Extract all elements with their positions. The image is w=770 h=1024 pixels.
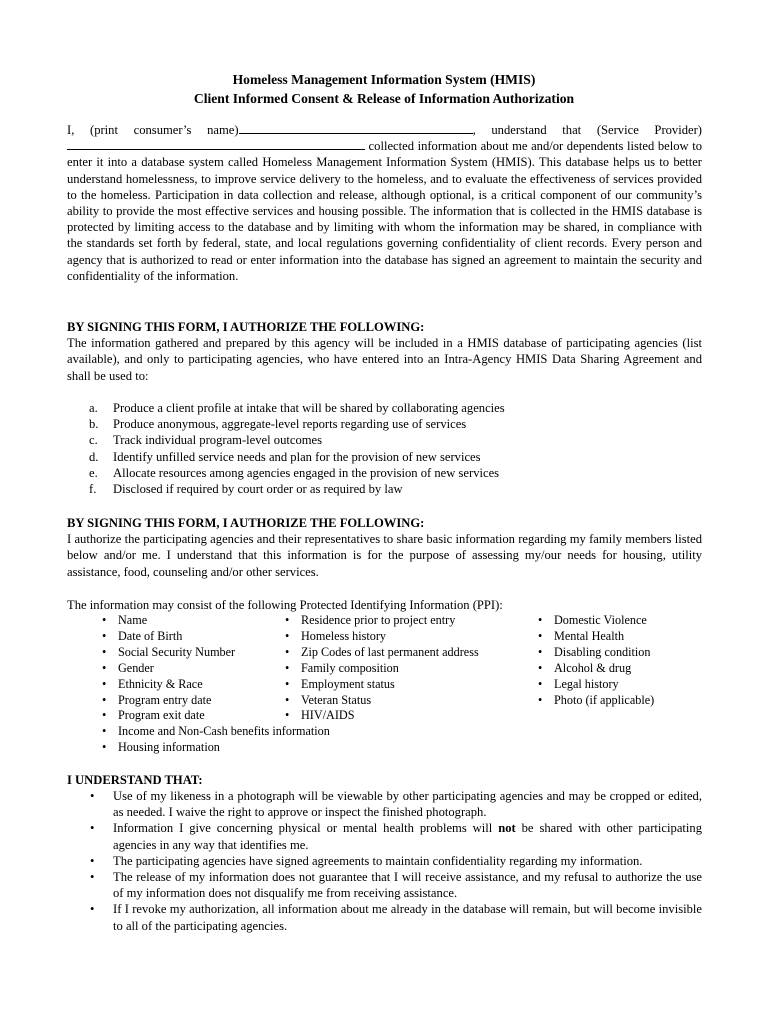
intro-part-1: I, (print consumer’s name) <box>67 123 239 137</box>
ppi-item: • Alcohol & drug <box>538 661 654 677</box>
title-line-1: Homeless Management Information System (HMIS) <box>232 72 536 87</box>
list-item <box>67 465 667 481</box>
usage-list <box>67 400 667 497</box>
list-marker: b. <box>89 417 99 432</box>
consumer-name-field[interactable] <box>239 123 473 134</box>
list-item-text: Allocate resources among agencies engaged in the provision of new services <box>113 465 500 480</box>
authorize-section-2 <box>67 515 702 580</box>
form-title <box>66 70 702 108</box>
ppi-item: • Photo (if applicable) <box>538 693 654 709</box>
list-item-text: Produce anonymous, aggregate-level reports regarding use of services <box>113 417 467 432</box>
ppi-item: • Income and Non-Cash benefits information <box>102 724 330 740</box>
list-item <box>67 481 667 497</box>
ppi-item: • Housing information <box>102 740 330 756</box>
title-line-2: Client Informed Consent & Release of Information Authorization <box>193 91 575 106</box>
item-2-emphasis: not <box>498 821 516 836</box>
authorize-section-1 <box>67 319 702 384</box>
list-item: • The participating agencies have signed agreements to maintain confidentiality regarding my information. <box>90 853 702 869</box>
ppi-item: • Date of Birth <box>102 629 330 645</box>
list-item-text: Produce a client profile at intake that will be shared by collaborating agencies <box>113 401 505 415</box>
ppi-item: • Mental Health <box>538 629 654 645</box>
ppi-item: • Veteran Status <box>285 693 479 709</box>
list-marker: c. <box>89 433 98 448</box>
list-item-text: Disclosed if required by court order or as required by law <box>113 482 403 497</box>
list-item <box>67 416 667 432</box>
section-1-body: The information gathered and prepared by this agency will be included in a HMIS database of participating agencies (list available), and only to participating agencies, who have entered into an Intra-Agency HMIS Data Sharing Agreement and shall be used to: <box>67 336 702 383</box>
ppi-item: • Family composition <box>285 661 479 677</box>
list-item <box>67 400 667 416</box>
list-item-text: Track individual program-level outcomes <box>113 433 323 448</box>
ppi-item: • HIV/AIDS <box>285 708 479 724</box>
section-1-heading: BY SIGNING THIS FORM, I AUTHORIZE THE FOLLOWING: <box>67 320 425 334</box>
list-item <box>67 449 667 465</box>
ppi-item: • Legal history <box>538 677 654 693</box>
ppi-item: • Social Security Number <box>102 645 330 661</box>
list-item-text: Identify unfilled service needs and plan for the provision of new services <box>113 449 481 464</box>
ppi-column-2 <box>285 613 479 724</box>
ppi-item: • Disabling condition <box>538 645 654 661</box>
ppi-column-3 <box>538 613 654 708</box>
list-item: • The release of my information does not guarantee that I will receive assistance, and my refusal to authorize the use of my information does not disqualify me from receiving assistance. <box>90 869 702 901</box>
item-2-pre: Information I give concerning physical or mental health problems will <box>113 821 499 836</box>
ppi-item: • Gender <box>102 661 330 677</box>
ppi-item: • Program exit date <box>102 708 330 724</box>
item-2-post: be shared with other participating agencies in any way that identifies me. <box>113 821 702 852</box>
understand-list <box>90 788 702 934</box>
list-item <box>90 820 702 852</box>
ppi-item: • Domestic Violence <box>538 613 654 629</box>
intro-part-2: , understand that (Service Provider) <box>472 123 703 137</box>
ppi-item: • Residence prior to project entry <box>285 613 479 629</box>
ppi-intro: The information may consist of the following Protected Identifying Information (PPI): <box>67 598 503 612</box>
section-2-heading: BY SIGNING THIS FORM, I AUTHORIZE THE FOLLOWING: <box>67 516 425 530</box>
list-marker: d. <box>89 449 99 464</box>
ppi-item: • Program entry date <box>102 693 330 709</box>
list-item: • Use of my likeness in a photograph will be viewable by other participating agencies and may be cropped or edited, as needed. I waive the right to approve or inspect the finished photograph. <box>90 788 702 820</box>
understand-heading: I UNDERSTAND THAT: <box>67 773 203 787</box>
ppi-item: • Ethnicity & Race <box>102 677 330 693</box>
intro-part-3: collected information about me and/or dependents listed below to enter it into a database system called Homeless Management Information System (HMIS). This database helps us to better understand homelessness, to improve service delivery to the homeless, and to evaluate the effectiveness of services provided to the homeless. Participation in data collection and release, although optional, is a critical component of our community’s ability to provide the most effective services and housing possible. The information that is collected in the HMIS database is protected by limiting access to the database and by limiting with whom the information may be shared, in compliance with the standards set forth by federal, state, and local regulations governing confidentiality of client records. Every person and agency that is authorized to read or enter information into the database has signed an agreement to maintain the security and confidentiality of the information. <box>67 139 702 283</box>
list-marker: f. <box>89 482 97 497</box>
ppi-item: • Name <box>102 613 330 629</box>
list-marker: e. <box>89 465 98 480</box>
service-provider-field[interactable] <box>67 139 365 150</box>
intro-paragraph <box>67 122 702 284</box>
ppi-item: • Employment status <box>285 677 479 693</box>
ppi-item: • Homeless history <box>285 629 479 645</box>
section-2-body: I authorize the participating agencies and their representatives to share basic information regarding my family members listed below and/or me. I understand that this information is for the purpose of assessing my/our needs for housing, utility assistance, food, counseling and/or other services. <box>67 532 702 579</box>
list-marker: a. <box>89 401 98 415</box>
ppi-item: • Zip Codes of last permanent address <box>285 645 479 661</box>
list-item <box>67 432 667 448</box>
list-item: • If I revoke my authorization, all information about me already in the database will remain, but will become invisible to all of the participating agencies. <box>90 901 702 933</box>
